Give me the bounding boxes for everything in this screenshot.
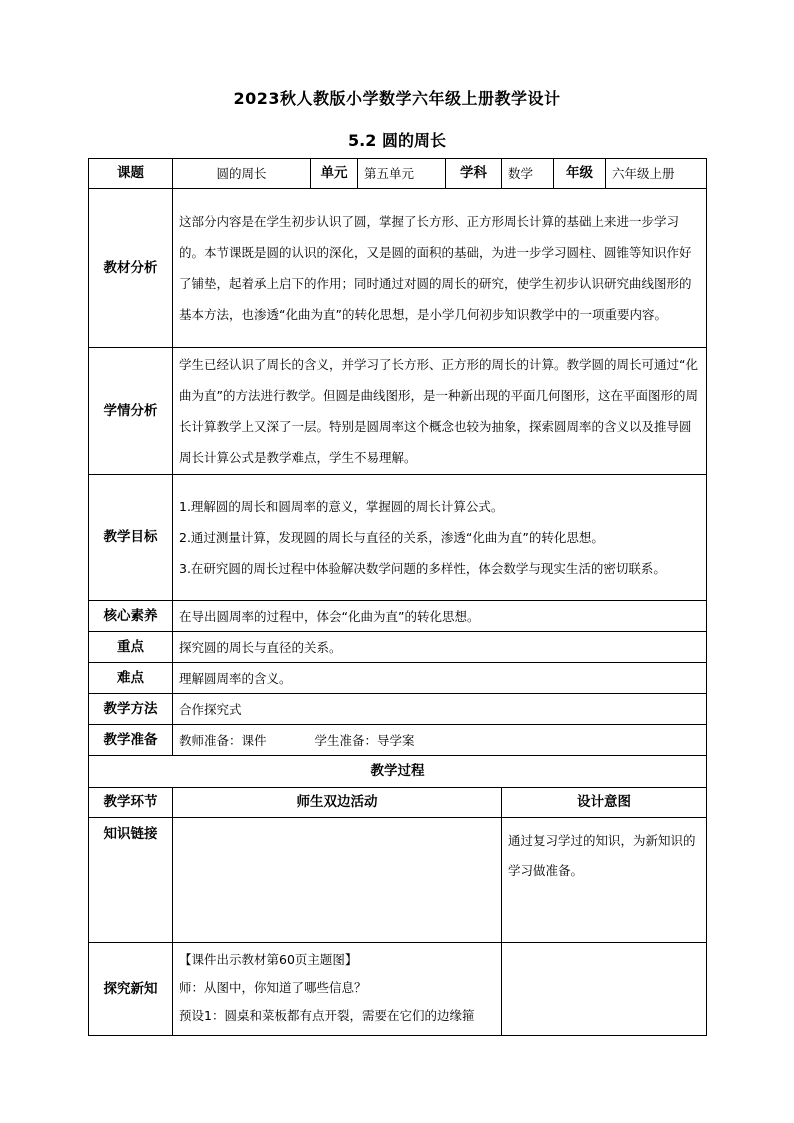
textbook-analysis-label: 教材分析 bbox=[89, 189, 173, 348]
explore-line: 师：从图中，你知道了哪些信息？ bbox=[179, 980, 367, 995]
key-point-label: 重点 bbox=[89, 632, 173, 663]
difficulty-text: 理解圆周率的含义。 bbox=[173, 663, 707, 694]
student-preparation: 学生准备：导学案 bbox=[314, 732, 415, 748]
subject-label: 学科 bbox=[446, 159, 502, 189]
core-literacy-row bbox=[89, 601, 707, 632]
explore-row bbox=[89, 943, 707, 1036]
process-title: 教学过程 bbox=[89, 756, 707, 788]
topic-value: 圆的周长 bbox=[173, 159, 311, 189]
student-analysis-row bbox=[89, 348, 707, 475]
method-label: 教学方法 bbox=[89, 694, 173, 725]
lesson-plan-table bbox=[88, 158, 707, 1036]
objective-item: 3.在研究圆的周长过程中体验解决数学问题的多样性，体会数学与现实生活的密切联系。 bbox=[179, 561, 666, 576]
unit-label: 单元 bbox=[311, 159, 358, 189]
explore-line: 预设1：圆桌和菜板都有点开裂，需要在它们的边缘箍 bbox=[179, 1008, 475, 1023]
intent-column-header: 设计意图 bbox=[502, 788, 707, 818]
key-point-row bbox=[89, 632, 707, 663]
textbook-analysis-text: 这部分内容是在学生初步认识了圆，掌握了长方形、正方形周长计算的基础上来进一步学习的。本节课既是圆的认识的深化，又是圆的面积的基础，为进一步学习圆柱、圆锥等知识作好了铺垫，起着承上启下的作用；同时通过对圆的周长的研究，使学生初步认识研究曲线图形的基本方法，也渗透“化曲为直”的转化思想，是小学几何初步知识教学中的一项重要内容。 bbox=[173, 189, 707, 348]
knowledge-link-row bbox=[89, 818, 707, 943]
teacher-preparation: 教师准备：课件 bbox=[179, 732, 267, 748]
objective-item: 1.理解圆的周长和圆周率的意义，掌握圆的周长计算公式。 bbox=[179, 499, 504, 514]
knowledge-link-intent: 通过复习学过的知识，为新知识的学习做准备。 bbox=[502, 818, 707, 943]
topic-label: 课题 bbox=[89, 159, 173, 189]
preparation-label: 教学准备 bbox=[89, 725, 173, 756]
core-literacy-label: 核心素养 bbox=[89, 601, 173, 632]
stage-column-header: 教学环节 bbox=[89, 788, 173, 818]
document-title: 2023秋人教版小学数学六年级上册教学设计 bbox=[233, 89, 561, 108]
process-header-row bbox=[89, 788, 707, 818]
unit-value: 第五单元 bbox=[358, 159, 446, 189]
student-analysis-text: 学生已经认识了周长的含义，并学习了长方形、正方形的周长的计算。教学圆的周长可通过“化曲为直”的方法进行教学。但圆是曲线图形，是一种新出现的平面几何图形，这在平面图形的周长计算教学上又深了一层。特别是圆周率这个概念也较为抽象，探索圆周率的含义以及推导圆周长计算公式是教学难点，学生不易理解。 bbox=[173, 348, 707, 475]
textbook-analysis-row bbox=[89, 189, 707, 348]
objectives-row bbox=[89, 475, 707, 601]
knowledge-link-activity bbox=[173, 818, 502, 943]
difficulty-label: 难点 bbox=[89, 663, 173, 694]
explore-intent bbox=[502, 943, 707, 1036]
preparation-row bbox=[89, 725, 707, 756]
difficulty-row bbox=[89, 663, 707, 694]
explore-label: 探究新知 bbox=[89, 943, 173, 1036]
method-text: 合作探究式 bbox=[173, 694, 707, 725]
grade-label: 年级 bbox=[554, 159, 606, 189]
objectives-list bbox=[173, 475, 707, 601]
objectives-label: 教学目标 bbox=[89, 475, 173, 601]
key-point-text: 探究圆的周长与直径的关系。 bbox=[173, 632, 707, 663]
explore-line: 【课件出示教材第60页主题图】 bbox=[179, 952, 358, 967]
student-analysis-label: 学情分析 bbox=[89, 348, 173, 475]
method-row bbox=[89, 694, 707, 725]
preparation-cell bbox=[173, 725, 707, 756]
process-title-row bbox=[89, 756, 707, 788]
grade-value: 六年级上册 bbox=[606, 159, 707, 189]
objective-item: 2.通过测量计算，发现圆的周长与直径的关系，渗透“化曲为直”的转化思想。 bbox=[179, 530, 604, 545]
lesson-title: 5.2 圆的周长 bbox=[348, 131, 446, 150]
knowledge-link-label: 知识链接 bbox=[89, 818, 173, 943]
core-literacy-text: 在导出圆周率的过程中，体会“化曲为直”的转化思想。 bbox=[173, 601, 707, 632]
header-row bbox=[89, 159, 707, 189]
subject-value: 数学 bbox=[502, 159, 554, 189]
explore-activity bbox=[173, 943, 502, 1036]
activity-column-header: 师生双边活动 bbox=[173, 788, 502, 818]
